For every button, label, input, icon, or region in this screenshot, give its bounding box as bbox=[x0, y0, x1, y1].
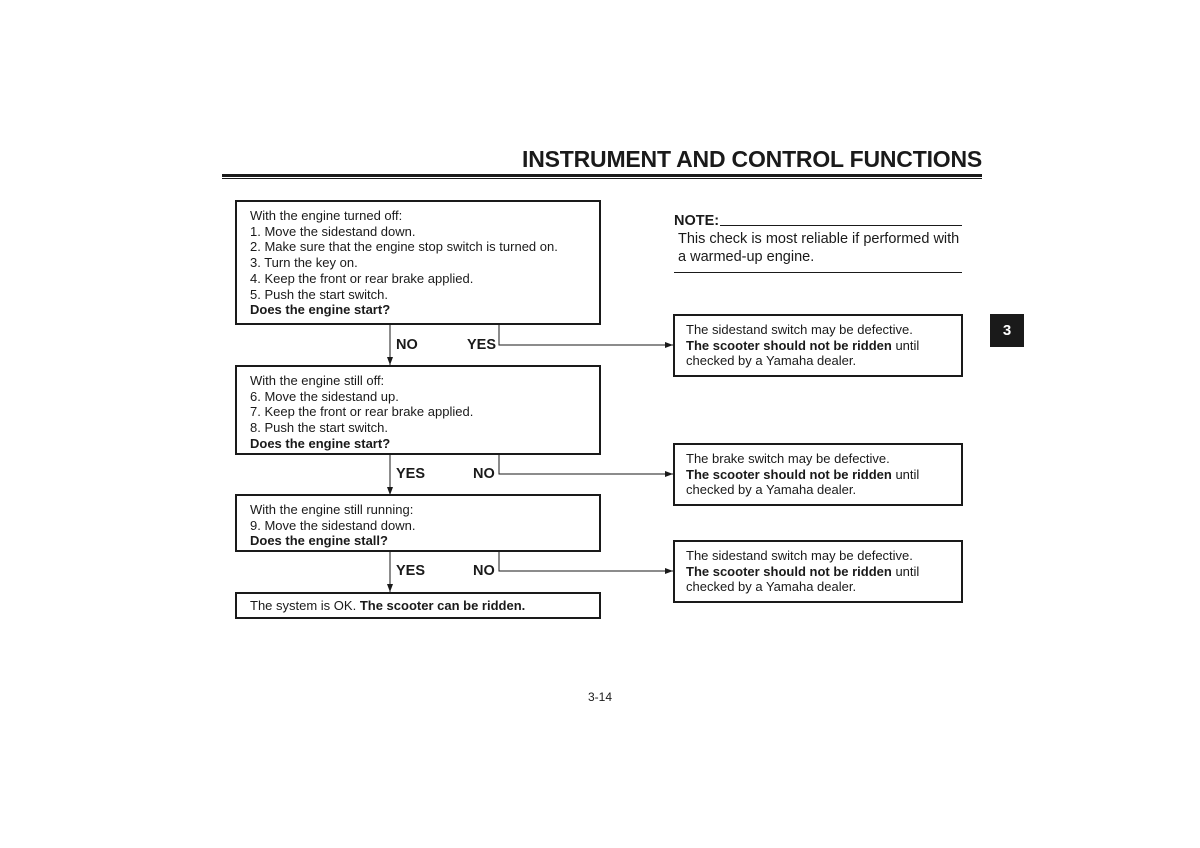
step3-box bbox=[235, 494, 601, 552]
step2-line: With the engine still off: bbox=[250, 373, 385, 388]
outcome2-bold: The scooter should not be ridden bbox=[686, 466, 892, 482]
step1-branch-left: NO bbox=[396, 337, 418, 353]
step2-branch-left: YES bbox=[396, 466, 426, 482]
page-title: INSTRUMENT AND CONTROL FUNCTIONS bbox=[522, 146, 982, 172]
outcome3-line3: checked by a Yamaha dealer. bbox=[686, 579, 857, 595]
outcome1-line1: The sidestand switch may be defective. bbox=[686, 322, 913, 337]
connector-step1-right bbox=[499, 325, 673, 345]
step2-line: 6. Move the sidestand up. bbox=[250, 388, 399, 404]
outcome3-rest: until bbox=[891, 563, 920, 579]
connector-step3-right bbox=[499, 552, 673, 571]
step3-line: 9. Move the sidestand down. bbox=[250, 517, 416, 533]
connector-step2-right bbox=[499, 455, 673, 474]
step1-line: 3. Turn the key on. bbox=[250, 255, 358, 271]
step3-branch-left: YES bbox=[396, 563, 426, 579]
step3-branch-right: NO bbox=[473, 563, 495, 579]
page-number: 3-14 bbox=[587, 690, 613, 704]
step1-line: 1. Move the sidestand down. bbox=[250, 223, 416, 239]
step1-line: 5. Push the start switch. bbox=[250, 286, 389, 302]
note-label: NOTE: bbox=[674, 213, 720, 229]
result-bold: The scooter can be ridden. bbox=[359, 598, 526, 613]
step1-branch-right: YES bbox=[467, 337, 497, 353]
step2-box bbox=[235, 365, 601, 455]
step1-box bbox=[235, 200, 601, 325]
outcome3-line1: The sidestand switch may be defective. bbox=[686, 548, 913, 563]
step2-line: 7. Keep the front or rear brake applied. bbox=[250, 404, 474, 420]
outcome1-line3: checked by a Yamaha dealer. bbox=[686, 353, 857, 369]
step2-line: 8. Push the start switch. bbox=[250, 420, 389, 436]
outcome2-rest: until bbox=[891, 466, 920, 482]
outcome1-bold: The scooter should not be ridden bbox=[686, 337, 892, 353]
chapter-tab: 3 bbox=[990, 314, 1024, 347]
note-label-rule bbox=[720, 225, 962, 226]
step3-line: With the engine still running: bbox=[250, 502, 414, 517]
step1-line: 2. Make sure that the engine stop switch is turned on. bbox=[250, 239, 558, 255]
outcome2-line1: The brake switch may be defective. bbox=[686, 451, 890, 466]
result-text: The system is OK. bbox=[250, 598, 357, 613]
outcome2-box bbox=[673, 443, 963, 506]
step2-branch-right: NO bbox=[473, 466, 495, 482]
step1-question: Does the engine start? bbox=[250, 302, 391, 318]
step2-question: Does the engine start? bbox=[250, 435, 391, 451]
note-bottom-rule bbox=[674, 272, 962, 273]
outcome1-rest: until bbox=[891, 337, 920, 353]
outcome2-line3: checked by a Yamaha dealer. bbox=[686, 482, 857, 498]
outcome1-box bbox=[673, 314, 963, 377]
step1-line: 4. Keep the front or rear brake applied. bbox=[250, 270, 474, 286]
step3-question: Does the engine stall? bbox=[250, 533, 388, 549]
outcome3-bold: The scooter should not be ridden bbox=[686, 563, 892, 579]
step1-line: With the engine turned off: bbox=[250, 208, 403, 223]
note-text: This check is most reliable if performed with a warmed-up engine. bbox=[678, 231, 960, 265]
result-box bbox=[235, 592, 601, 619]
outcome3-box bbox=[673, 540, 963, 603]
